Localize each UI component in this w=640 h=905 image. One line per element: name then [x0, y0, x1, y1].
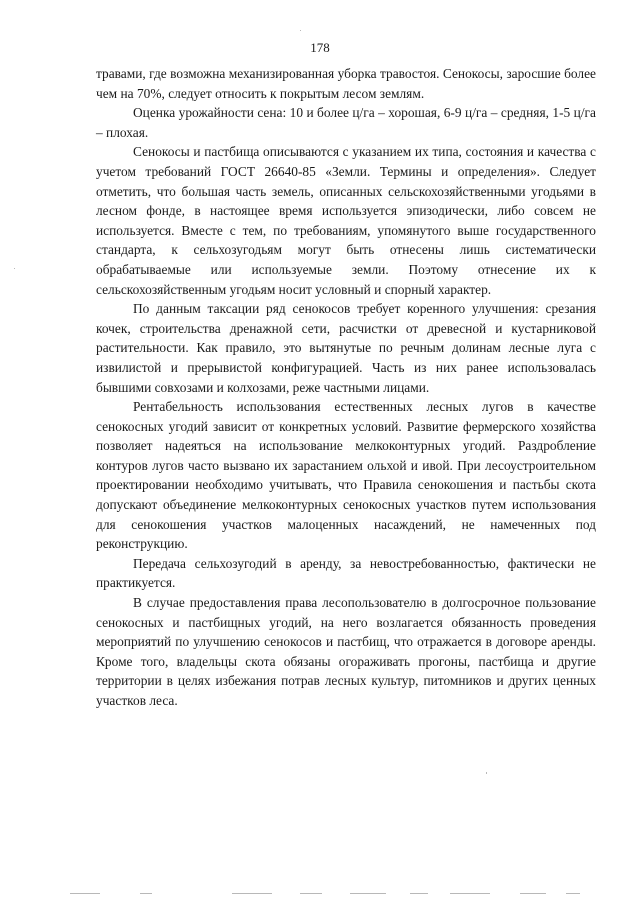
paragraph-6: Передача сельхозугодий в аренду, за невостребованностью, фактически не практикуется.: [96, 555, 596, 591]
paragraph-1: травами, где возможна механизированная уборка травостоя. Сенокосы, заросшие более чем на 70%, следует относить к покрытым лесом землям.: [96, 66, 596, 101]
paragraph-3: Сенокосы и пастбища описываются с указанием их типа, состояния и качества с учетом требований ГОСТ 26640-85 «Земли. Термины и определения». Следует отметить, что большая часть земель, описанных сельскохозяйственными угодьями в лесном фонде, в настоящее время используется эпизодически, либо совсем не используется. Вместе с тем, по требованиям, упомянутого выше государственного стандарта, к сельхозугодьям могут быть отнесены лишь систематически обрабатываемые или используемые земли. Поэтому отнесение их к сельскохозяйственным угодьям носит условный и спорный характер.: [96, 144, 596, 297]
document-body: [96, 64, 596, 711]
paragraph-2: Оценка урожайности сена: 10 и более ц/га – хорошая, 6-9 ц/га – средняя, 1-5 ц/га – плохая.: [96, 105, 596, 140]
page-number: 178: [310, 40, 330, 55]
paragraph-7: В случае предоставления права лесопользователю в долгосрочное пользование сенокосных и пастбищных угодий, на него возлагается обязанность проведения мероприятий по улучшению сенокосов и пастбищ, что отражается в договоре аренды. Кроме того, владельцы скота обязаны огораживать прогоны, пастбища и другие территории в целях избежания потрав лесных культур, питомников и других ценных участков леса.: [96, 595, 596, 708]
paragraph-5: Рентабельность использования естественных лесных лугов в качестве сенокосных угодий зависит от конкретных условий. Развитие фермерского хозяйства позволяет надеяться на использование мелкоконтурных угодий. Раздробление контуров лугов часто вызвано их зарастанием ольхой и ивой. При лесоустроительном проектировании необходимо учитывать, что Правила сенокошения и пастьбы скота допускают объединение мелкоконтурных сенокосных участков путем использования для сенокошения участков малоценных насаждений, не намеченных под реконструкцию.: [96, 399, 596, 552]
paragraph-4: По данным таксации ряд сенокосов требует коренного улучшения: срезания кочек, строительства дренажной сети, расчистки от древесной и кустарниковой растительности. Как правило, это вытянутые по речным долинам лесные луга с извилистой и прерывистой конфигурацией. Часть из них ранее использовалась бывшими совхозами и колхозами, реже частными лицами.: [96, 301, 596, 395]
